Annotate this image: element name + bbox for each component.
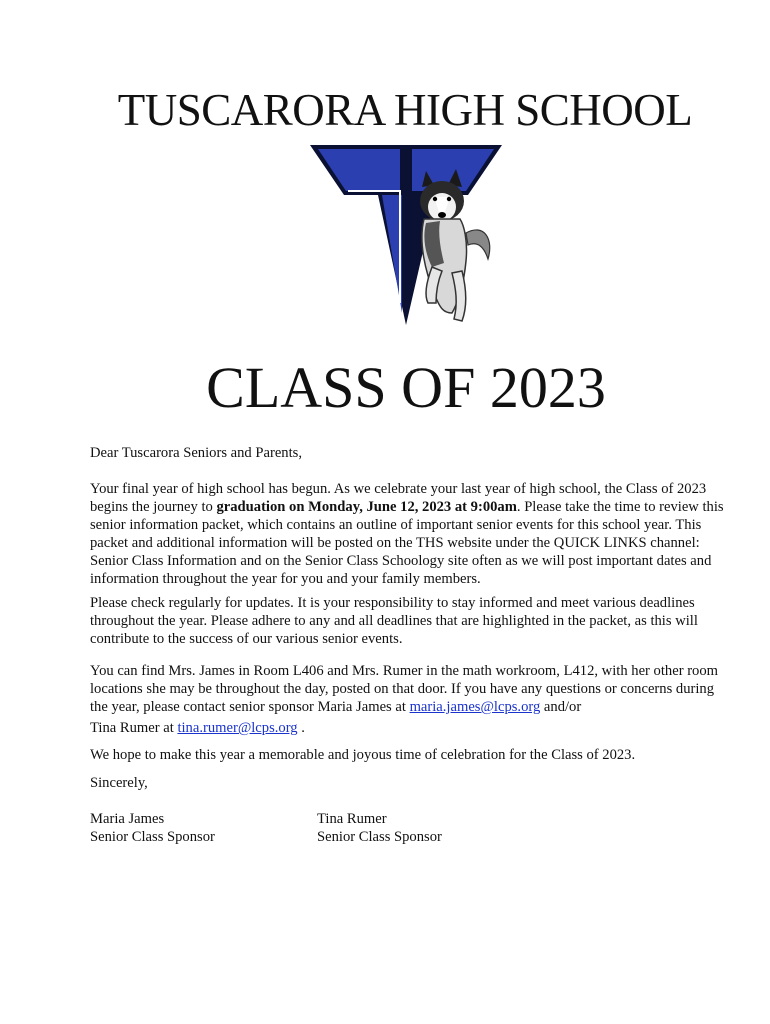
signature-name: Maria James (90, 811, 165, 827)
class-title: CLASS OF 2023 (206, 355, 606, 420)
signature-name: Tina Rumer (317, 811, 387, 827)
signature-maria-james (90, 810, 317, 846)
para1-text-start: Your final year of high school has begun. As we celebrate your last year of high school, the Class of 2023 begins the journey to (90, 481, 707, 515)
para1-text-end: . Please take the time to review this senior information packet, which contains an outline of important senior events for this school year. This packet and additional information will be posted on the THS website under the QUICK LINKS channel: Senior Class Information and on the Senior Class Schoology site often as we will post important dates and information throughout the year for you and your family members. (90, 499, 724, 587)
signature-tina-rumer (317, 810, 544, 846)
letter-greeting: Dear Tuscarora Seniors and Parents, (90, 445, 302, 461)
para3-text-end: . (297, 720, 305, 736)
para3-text-start: You can find Mrs. James in Room L406 and Mrs. Rumer in the math workroom, L412, with her other room locations she may be throughout the day, posted on that door. If you have any questions or concerns during the year, please contact senior sponsor Maria James at (90, 663, 719, 715)
graduation-date-highlight: graduation on Monday, June 12, 2023 at 9:00am (216, 499, 517, 515)
letter-paragraph-intro (90, 480, 726, 588)
maria-james-email-link[interactable]: maria.james@lcps.org (409, 699, 541, 715)
para3-line2 (90, 720, 305, 736)
signature-block (90, 810, 726, 846)
letter-body (90, 444, 726, 846)
letter-closing: Sincerely, (90, 775, 148, 791)
letter-paragraph-contact (90, 662, 726, 740)
tina-rumer-email-link[interactable]: tina.rumer@lcps.org (177, 720, 298, 736)
husky-t-logo-icon (308, 143, 504, 329)
signature-title: Senior Class Sponsor (90, 829, 215, 845)
school-title: TUSCARORA HIGH SCHOOL (117, 85, 693, 135)
logo-husky (420, 169, 490, 321)
signature-title: Senior Class Sponsor (317, 829, 442, 845)
letter-paragraph-closing-wish: We hope to make this year a memorable and joyous time of celebration for the Class of 2023. (90, 747, 636, 763)
letter-paragraph-deadlines: Please check regularly for updates. It is your responsibility to stay informed and meet various deadlines throughout the year. Please adhere to any and all deadlines that are highlighted in the packet, as this will contribute to the success of our various senior events. (90, 595, 698, 647)
para3-text-middle: and/or (540, 699, 582, 715)
para3-line2-start: Tina Rumer at (90, 720, 178, 736)
